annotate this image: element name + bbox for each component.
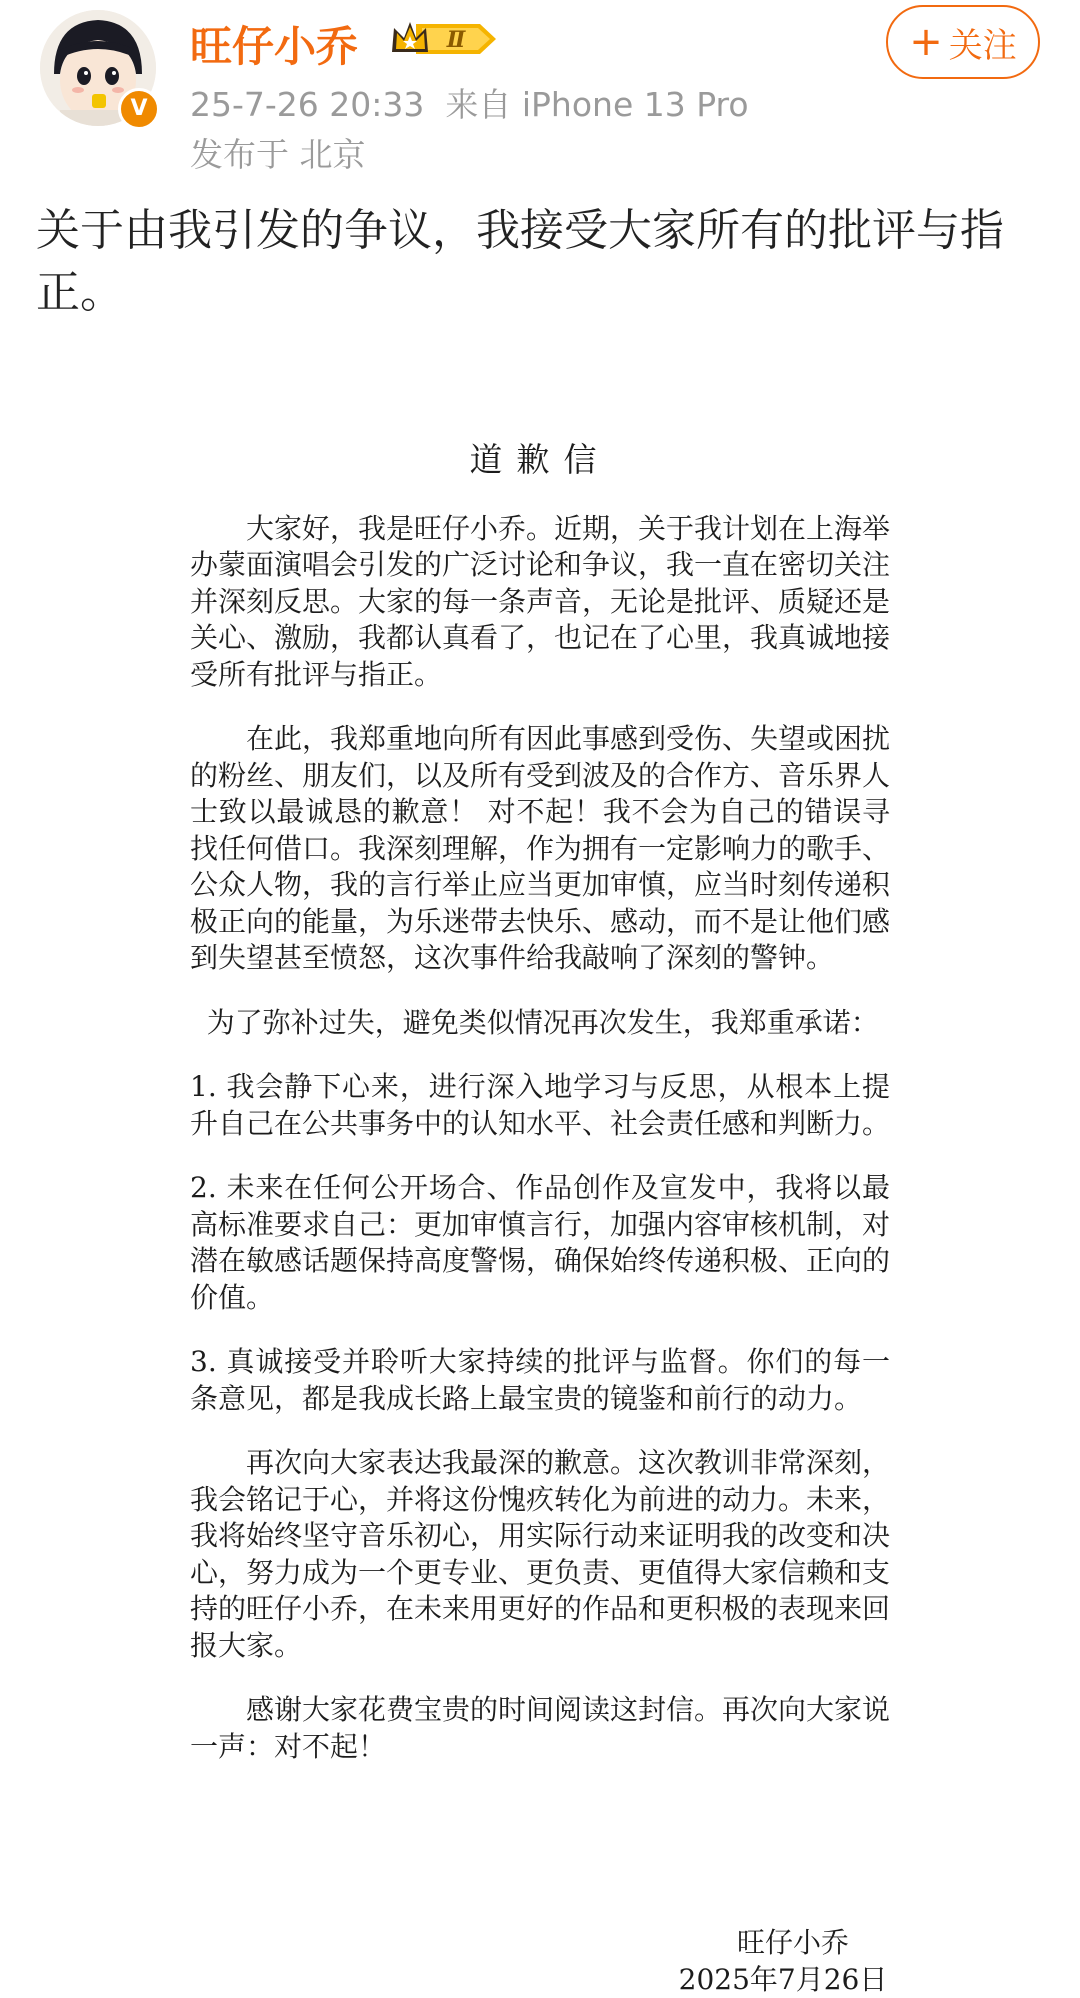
post-body-text: 关于由我引发的争议，我接受大家所有的批评与指正。 xyxy=(36,205,1004,318)
level-crown-badge-icon xyxy=(388,16,500,62)
letter-signature: 旺仔小乔 xyxy=(736,1926,849,1959)
apology-letter-image[interactable] xyxy=(190,442,890,1793)
post-meta xyxy=(190,80,749,180)
post-time-source xyxy=(190,80,749,130)
letter-paragraph: 在此，我郑重地向所有因此事感到受伤、失望或困扰的粉丝、朋友们，以及所有受到波及的合作方、音乐界人士致以最诚恳的歉意！ 对不起！我不会为自己的错误寻找任何借口。我深刻理解，作为拥有一定影响力的歌手、公众人物，我的言行举止应当更加审慎，应当时刻传递积极正向的能量，为乐迷带去快乐、感动，而不是让他们感到失望甚至愤怒，这次事件给我敲响了深刻的警钟。 xyxy=(190,722,891,974)
post-time: 25-7-26 20:33 xyxy=(190,85,425,124)
post-location: 发布于 北京 xyxy=(190,135,366,174)
follow-button-label: 关注 xyxy=(948,25,1017,66)
letter-title: 道歉信 xyxy=(469,440,611,479)
username[interactable]: 旺仔小乔 xyxy=(190,22,359,71)
level-number: Ⅱ xyxy=(446,27,466,53)
plus-icon: + xyxy=(909,19,943,65)
letter-paragraph: 1. 我会静下心来，进行深入地学习与反思，从根本上提升自己在公共事务中的认知水平、社会责任感和判断力。 xyxy=(190,1070,891,1140)
post-header xyxy=(0,0,1080,180)
letter-date: 2025年7月26日 xyxy=(678,1963,888,1996)
verified-badge-icon: V xyxy=(118,88,160,130)
letter-paragraph: 再次向大家表达我最深的歉意。这次教训非常深刻，我会铭记于心，并将这份愧疚转化为前进的动力。未来，我将始终坚守音乐初心，用实际行动来证明我的改变和决心，努力成为一个更专业、更负责、更值得大家信赖和支持的旺仔小乔，在未来用更好的作品和更积极的表现来回报大家。 xyxy=(190,1446,891,1662)
post-source: 来自 iPhone 13 Pro xyxy=(445,85,749,124)
letter-paragraph: 2. 未来在任何公开场合、作品创作及宣发中，我将以最高标准要求自己：更加审慎言行，加强内容审核机制，对潜在敏感话题保持高度警惕，确保始终传递积极、正向的价值。 xyxy=(190,1171,891,1314)
letter-paragraph: 大家好，我是旺仔小乔。近期，关于我计划在上海举办蒙面演唱会引发的广泛讨论和争议，我一直在密切关注并深刻反思。大家的每一条声音，无论是批评、质疑还是关心、激励，我都认真看了，也记在了心里，我真诚地接受所有批评与指正。 xyxy=(190,511,891,691)
letter-paragraph: 感谢大家花费宝贵的时间阅读这封信。再次向大家说一声：对不起！ xyxy=(190,1693,891,1763)
letter-paragraph: 3. 真诚接受并聆听大家持续的批评与监督。你们的每一条意见，都是我成长路上最宝贵的镜鉴和前行的动力。 xyxy=(190,1345,890,1415)
follow-button[interactable] xyxy=(886,5,1040,79)
letter-paragraph: 为了弥补过失，避免类似情况再次发生，我郑重承诺： xyxy=(206,1005,879,1039)
